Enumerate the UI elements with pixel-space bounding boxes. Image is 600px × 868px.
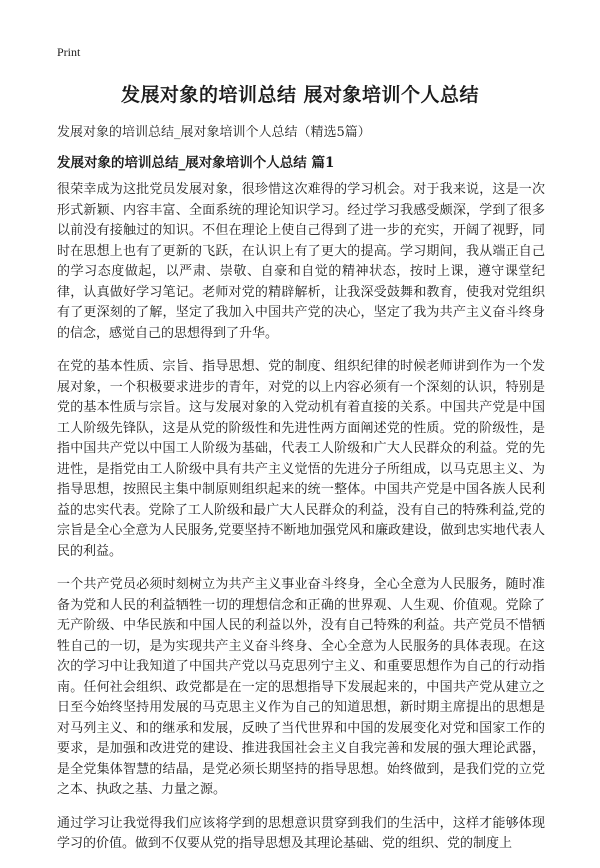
paragraph-2: 在党的基本性质、宗旨、指导思想、党的制度、组织纪律的时候老师讲到作为一个发展对象，一个积极要求进步的青年，对党的以上内容必须有一个深刻的认识，特别是党的基本性质与宗旨。这与发展对象的入党动机有着直接的关系。中国共产党是中国工人阶级先锋队，这是从党的阶级性和先进性两方面阐述党的性质。党的阶级性，是指中国共产党以中国工人阶级为基础，代表工人阶级和广大人民群众的利益。党的先进性，是指党由工人阶级中具有共产主义觉悟的先进分子所组成，以马克思主义、为指导思想，按照民主集中制原则组织起来的统一整体。中国共产党是中国各族人民利益的忠实代表。党除了工人阶级和最广大人民群众的利益，没有自己的特殊利益,党的宗旨是全心全意为人民服务,党要坚持不断地加强党风和廉政建设，做到忠实地代表人民的利益。 — [57, 359, 545, 559]
print-label: Print — [57, 45, 81, 59]
paragraph-1: 很荣幸成为这批党员发展对象，很珍惜这次难得的学习机会。对于我来说，这是一次形式新颖、内容丰富、全面系统的理论知识学习。经过学习我感受颇深，学到了很多以前没有接触过的知识。不但在理论上使自己得到了进一步的充实，开阔了视野，同时在思想上也有了更新的飞跃，在认识上有了更大的提高。学习期间，我从端正自己的学习态度做起，以严肃、崇敬、自豪和自觉的精神状态，按时上课，遵守课堂纪律，认真做好学习笔记。老师对党的精辟解析，让我深受鼓舞和教育，使我对党组织有了更深刻的了解，坚定了我加入中国共产党的决心，坚定了我为共产主义奋斗终身的信念，感觉自己的思想得到了升华。 — [57, 182, 545, 341]
body-text — [57, 180, 545, 868]
section-heading: 发展对象的培训总结_展对象培训个人总结 篇1 — [57, 155, 335, 171]
paragraph-4: 通过学习让我觉得我们应该将学到的思想意识贯穿到我们的生活中，这样才能够体现学习的价值。做到不仅要从党的指导思想及其理论基础、党的组织、党的制度上 — [57, 815, 545, 851]
paragraph-3: 一个共产党员必须时刻树立为共产主义事业奋斗终身，全心全意为人民服务，随时准备为党和人民的利益牺牲一切的理想信念和正确的世界观、人生观、价值观。党除了无产阶级、中华民族和中国人民的利益以外，没有自己特殊的利益。共产党员不惜牺牲自己的一切，是为实现共产主义奋斗终身、全心全意为人民服务的具体表现。在这次的学习中让我知道了中国共产党以马克思列宁主义、和重要思想作为自己的行动指南。任何社会组织、政党都是在一定的思想指导下发展起来的，中国共产党从建立之日至今始终坚持用发展的马克思主义作为自己的知道思想，新时期主席提出的思想是对马列主义、和的继承和发展，反映了当代世界和中国的发展变化对党和国家工作的要求，是加强和改进党的建设、推进我国社会主义自我完善和发展的强大理论武器，是全党集体智慧的结晶，是党必须长期坚持的指导思想。始终做到，是我们党的立党之本、执政之基、力量之源。 — [57, 577, 545, 797]
page-title: 发展对象的培训总结 展对象培训个人总结 — [120, 84, 480, 106]
document-subtitle: 发展对象的培训总结_展对象培训个人总结（精选5篇） — [57, 125, 371, 140]
